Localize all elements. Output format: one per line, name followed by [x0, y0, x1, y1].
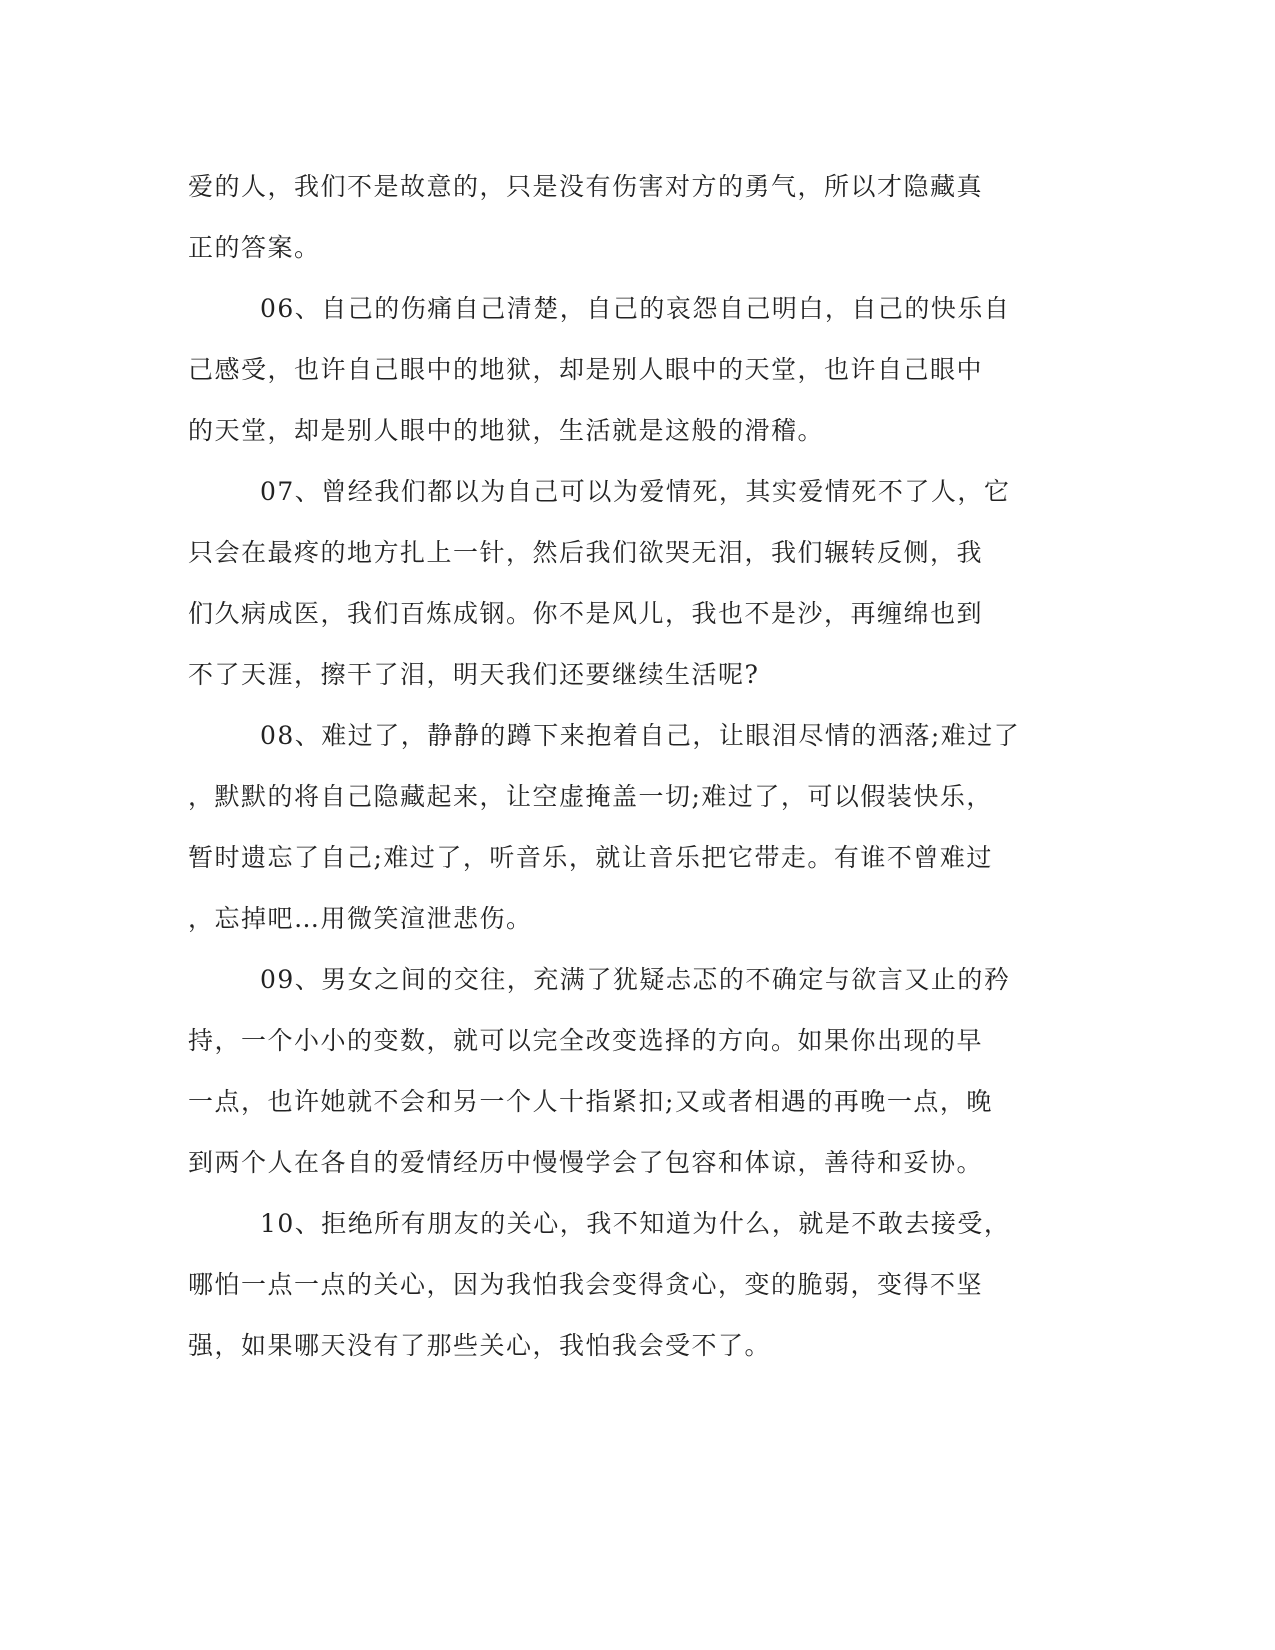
paragraph-continuation [188, 156, 1068, 278]
text-line: 不了天涯，擦干了泪，明天我们还要继续生活呢? [188, 660, 760, 689]
text-line: 暂时遗忘了自己;难过了，听音乐，就让音乐把它带走。有谁不曾难过 [188, 843, 993, 872]
text-line: 到两个人在各自的爱情经历中慢慢学会了包容和体谅，善待和妥协。 [188, 1148, 984, 1177]
paragraph-07 [188, 461, 1068, 705]
text-line: 07、曾经我们都以为自己可以为爱情死，其实爱情死不了人，它 [260, 477, 1011, 506]
text-line: 爱的人，我们不是故意的，只是没有伤害对方的勇气，所以才隐藏真 [188, 172, 984, 201]
text-line: ，忘掉吧…用微笑渲泄悲伤。 [188, 904, 533, 933]
text-line: 哪怕一点一点的关心，因为我怕我会变得贪心，变的脆弱，变得不坚 [188, 1270, 984, 1299]
text-line: 正的答案。 [188, 233, 321, 262]
paragraph-08 [188, 705, 1068, 949]
text-line: 们久病成医，我们百炼成钢。你不是风儿，我也不是沙，再缠绵也到 [188, 599, 984, 628]
paragraph-10 [188, 1193, 1068, 1376]
text-line: 06、自己的伤痛自己清楚，自己的哀怨自己明白，自己的快乐自 [260, 294, 1011, 323]
text-line: 一点，也许她就不会和另一个人十指紧扣;又或者相遇的再晚一点，晚 [188, 1087, 993, 1116]
text-line: 己感受，也许自己眼中的地狱，却是别人眼中的天堂，也许自己眼中 [188, 355, 984, 384]
document-body [188, 156, 1068, 1376]
text-line: 强，如果哪天没有了那些关心，我怕我会受不了。 [188, 1331, 772, 1360]
text-line: ，默默的将自己隐藏起来，让空虚掩盖一切;难过了，可以假装快乐， [188, 782, 993, 811]
paragraph-06 [188, 278, 1068, 461]
text-line: 只会在最疼的地方扎上一针，然后我们欲哭无泪，我们辗转反侧，我 [188, 538, 984, 567]
text-line: 10、拒绝所有朋友的关心，我不知道为什么，就是不敢去接受， [260, 1209, 1011, 1238]
paragraph-09 [188, 949, 1068, 1193]
text-line: 09、男女之间的交往，充满了犹疑忐忑的不确定与欲言又止的矜 [260, 965, 1011, 994]
text-line: 08、难过了，静静的蹲下来抱着自己，让眼泪尽情的洒落;难过了 [260, 721, 1021, 750]
text-line: 的天堂，却是别人眼中的地狱，生活就是这般的滑稽。 [188, 416, 825, 445]
text-line: 持，一个小小的变数，就可以完全改变选择的方向。如果你出现的早 [188, 1026, 984, 1055]
